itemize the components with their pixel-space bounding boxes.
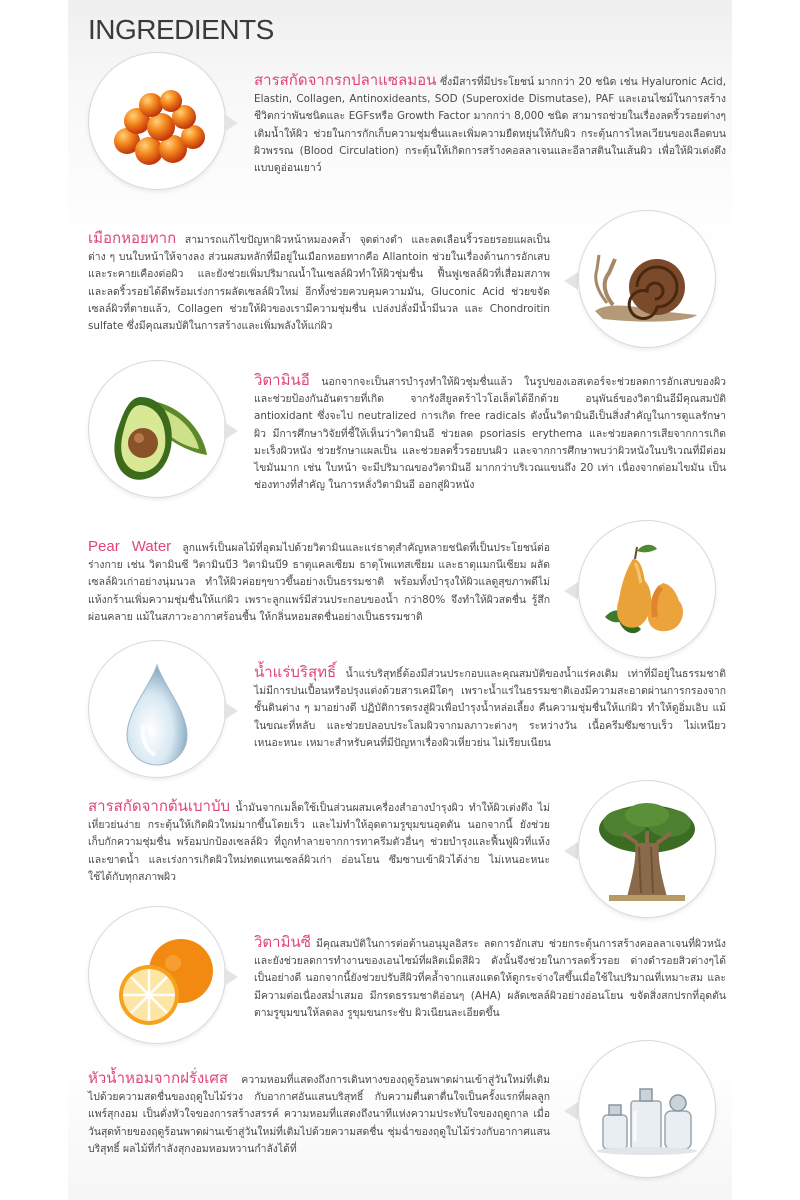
- ingredient-body: สามารถแก้ไขปัญหาผิวหน้าหมองคล้ำ จุดด่างดำ และลดเลือนริ้วรอยรอยแผลเป็นต่าง ๆ บนใบหน้าให้จางลง ส่วนผสมหลักที่มีอยู่ในเมือกหอยทากคือ Allantoin ช่วยในเรื่องต้านการอักเสบและระคายเคืองต่อผิว และยังช่วยเพิ่มปริมาณน้ำในเซลล์ผิวทำให้ผิวชุ่มชื่น ฟื้นฟูเซลล์ผิวที่เสื่อมสภาพ และลดริ้วรอยได้ดีพร้อมเร่งการผลัดเซลล์ผิวใหม่ อีกทั้งช่วยควบคุมความมัน, Gluconic Acid ช่วยขจัดเซลล์ผิวที่ตายแล้ว, Collagen ช่วยให้ผิวของเรามีความชุ่มชื่น เปล่งปลั่งมีน้ำมีนวล และ Chondroitin sulfate ซึ่งมีคุณสมบัติในการสร้างและเพิ่มพลังให้แก่ผิว: [88, 234, 550, 333]
- ingredient-body: ลูกแพร์เป็นผลไม้ที่อุดมไปด้วยวิตามินและแร่ธาตุสำคัญหลายชนิดที่เป็นประโยชน์ต่อร่างกาย เช่น วิตามินซี วิตามินบี3 วิตามินบี9 ธาตุแคลเซียม ธาตุโพแทสเซียม และธาตุแมกนีเซียม ผลัดเซลล์ผิวเก่าอย่างนุ่มนวล ทำให้ผิวค่อยๆขาวขึ้นอย่างเป็นธรรมชาติ พร้อมทั้งบำรุงให้ผิวแลดูสุขภาพดีไม่แห้งกร้านเพิ่มความชุ่มชื่นให้แก่ผิว เพราะลูกแพร์มีส่วนประกอบของน้ำ กว่า80% จึงทำให้ผิวสดชื่น รู้สึกผ่อนคลาย แม้ในสภาวะอากาศร้อนชื้น ให้กลิ่นหอมสดชื่นอย่างเป็นธรรมชาติ: [88, 542, 550, 623]
- callout-pointer: [224, 114, 238, 132]
- ingredient-image: [88, 360, 226, 498]
- ingredient-heading: หัวน้ำหอมจากฝรั่งเศส: [88, 1070, 229, 1087]
- ingredient-heading: เมือกหอยทาก: [88, 230, 177, 247]
- callout-pointer: [224, 702, 238, 720]
- salmon-roe-icon: [89, 53, 225, 189]
- ingredient-description: [254, 72, 726, 177]
- ingredient-body: น้ำมันจากเมล็ดใช้เป็นส่วนผสมเครื่องสำอางบำรุงผิว ทำให้ผิวเต่งตึง ไม่เหี่ยวย่นง่าย กระตุ้นให้เกิดผิวใหม่มากขึ้นโดยเร็ว และไม่ทำให้อุดตามรูขุมขนอุดตัน นอกจากนี้ ยังช่วยเก็บกักความชุ่มชื่น พร้อมปกป้องเซลล์ผิว ที่ถูกทำลายจากการทาครีมตัวอื่นๆ ช่วยบำรุงและฟื้นฟูผิวที่แห้งและขาดน้ำ และเร่งการเกิดผิวใหม่ทดแทนเซลล์ผิวเก่า อ่อนโยน ซึมซาบเข้าผิวได้ง่าย ไม่เหนอะหนะ ใช้ได้กับทุกสภาพผิว: [88, 802, 550, 883]
- ingredient-image: [578, 1040, 716, 1178]
- ingredient-baobab-extract: [68, 780, 732, 920]
- callout-pointer: [564, 272, 578, 290]
- ingredient-heading: วิตามินซี: [254, 934, 311, 951]
- snail-icon: [579, 211, 715, 347]
- ingredient-body: มีคุณสมบัติในการต่อต้านอนุมูลอิสระ ลดการอักเสบ ช่วยกระตุ้นการสร้างคอลลาเจนที่ผิวหนัง และยังช่วยลดการทำงานของเอนไซม์ที่ผลิตเม็ดสีผิว ดังนั้นจึงช่วยในการลดริ้วรอย ด่างดำรอยสิวต่างๆได้เป็นอย่างดี นอกจากนี้ยังช่วยปรับสีผิวที่คล้ำจากแสงแดดให้ดูกระจ่างใสขึ้นเมื่อใช้ในปริมาณที่เหมาะสม และมีความต่อเนื่องสม่ำเสมอ มีกรดธรรมชาติอ่อนๆ (AHA) ผลัดเซลล์ผิวอย่างอ่อนโยน ขจัดสิ่งสกปรกที่อุดตันตามรูขุมขนให้ลดลง รูขุมขนกระชับ ผิวเนียนละเอียดขึ้น: [254, 938, 726, 1019]
- ingredient-image: [88, 640, 226, 778]
- callout-pointer: [224, 968, 238, 986]
- ingredient-heading: Pear Water: [88, 538, 172, 555]
- ingredient-image: [578, 780, 716, 918]
- perfume-bottles-icon: [579, 1041, 715, 1177]
- ingredient-mineral-water: [68, 640, 732, 780]
- ingredient-heading: น้ำแร่บริสุทธิ์: [254, 664, 337, 681]
- ingredients-page: [68, 0, 732, 1200]
- orange-icon: [89, 907, 225, 1043]
- baobab-tree-icon: [579, 781, 715, 917]
- callout-pointer: [564, 1102, 578, 1120]
- ingredient-description: [88, 230, 550, 335]
- ingredient-description: [254, 372, 726, 494]
- ingredient-heading: สารสกัดจากต้นเบาบับ: [88, 798, 231, 815]
- ingredient-description: [254, 664, 726, 752]
- avocado-icon: [89, 361, 225, 497]
- ingredient-vitamin-e: [68, 360, 732, 500]
- ingredient-heading: สารสกัดจากรกปลาแซลมอน: [254, 72, 437, 89]
- ingredient-body: นอกจากจะเป็นสารบำรุงทำให้ผิวชุ่มชื่นแล้ว ในรูปของเอสเตอร์จะช่วยลดการอักเสบของผิวและช่วยป้องกันอันตรายที่เกิด จากรังสียูลตร้าไวโอเล็ตได้อีกด้วย อนุพันธ์ของวิตามินอีมีคุณสมบัติ antioxidant ซึ่งจะไป neutralized การเกิด free radicals ดังนั้นวิตามินอีเป็นสิ่งสำคัญในการดูแลรักษาผิว มีการศึกษาวิจัยที่ชี้ให้เห็นว่าวิตามินอี ช่วยลด psoriasis erythema และช่วยลดการเสียจากการเกิดมะเร็งผิวหนัง ช่วยรักษาแผลเป็น และช่วยลดริ้วรอยบนผิว และจากการศึกษาพบว่าผิวหนังในบริเวณที่มีต่อมไขมันมาก เช่น ใบหน้า จะมีปริมาณของวิตามินอี มากกว่าบริเวณแขนถึง 20 เท่า เนื่องจากต่อมไขมัน เป็นช่องทางที่สำคัญ ในการหลั่งวิตามินอี ออกสู่ผิวหนัง: [254, 376, 726, 492]
- ingredient-french-fragrance: [68, 1040, 732, 1180]
- ingredient-image: [88, 52, 226, 190]
- water-drop-icon: [89, 641, 225, 777]
- ingredient-image: [88, 906, 226, 1044]
- ingredient-heading: วิตามินอี: [254, 372, 310, 389]
- ingredient-pear-water: [68, 520, 732, 660]
- ingredient-image: [578, 210, 716, 348]
- ingredient-body: ซึ่งมีสารที่มีประโยชน์ มากกว่า 20 ชนิด เช่น Hyaluronic Acid, Elastin, Collagen, Antinoxideants, SOD (Superoxide Dismutase), PAF และเอนไซม์ในการสร้างชีวิตกว่าพันชนิดและ EGFsหรือ Growth Factor มากกว่า 8,000 ชนิด สามารถช่วยในเรื่องลดริ้วรอยต่างๆ เติมน้ำให้ผิว ช่วยในการกักเก็บความชุ่มชื่นและเพิ่มความยืดหยุ่นให้กับผิว กระตุ้นการไหลเวียนของเลือดบนผิวพรรณ (Blood Circulation) กระตุ้นให้เกิดการสร้างคอลลาเจนและอีลาสตินในเส้นผิว เพื่อให้ผิวเต่งตึงแบบดูอ่อนเยาว์: [254, 76, 726, 175]
- callout-pointer: [224, 422, 238, 440]
- ingredient-description: [88, 798, 550, 886]
- ingredient-image: [578, 520, 716, 658]
- ingredient-description: [88, 538, 550, 626]
- ingredient-body: ความหอมที่แสดงถึงการเดินทางของฤดูร้อนพาดผ่านเข้าสู่วันใหม่ที่เติมไปด้วยความสดชื่นของฤดูใบไม้ร่วง กับอากาศอันแสนบริสุทธิ์ กับความตื่นตาตื่นใจเป็นครั้งแรกที่ผลลูกแพร์สุกงอม เป็นดั่งหัวใจของการสร้างสรรค์ ความหอมที่แสดงถึงนาทีแห่งความประทับใจของฤดูกาล เมื่อวันสุดท้ายของฤดูร้อนพาดผ่านเข้าสู่วันใหม่ที่เติมไปด้วยความสดชื่น ชุ่มฉ่ำของฤดูใบไม้ร่วงกับอากาศแสนบริสุทธิ์ ผลไม้ที่กำลังสุกงอมหอมหวานกำลังได้ที่: [88, 1074, 550, 1155]
- callout-pointer: [564, 842, 578, 860]
- ingredient-vitamin-c: [68, 906, 732, 1046]
- ingredient-body: น้ำแร่บริสุทธิ์ต้องมีส่วนประกอบและคุณสมบัติของน้ำแร่คงเดิม เท่าที่มีอยู่ในธรรมชาติ ไม่มีการปนเปื้อนหรือปรุงแต่งด้วยสารเคมีใดๆ เพราะน้ำแร่ในธรรมชาติเองมีความสะอาดผ่านการกรองจากชั้นดินต่าง ๆ มาอย่างดี ปฏิบัติการตรงสู่ผิวเพื่อบำรุงน้ำหล่อเลี้ยง คืนความชุ่มชื่นให้แก่ผิว ทำให้ดูอิ่มเอิบ แม้ในขณะที่หลับ และช่วยปลอบประโลมผิวจากมลภาวะต่างๆ ระหว่างวัน เนื้อครีมซึมซาบเร็ว ไม่เหนียวเหนอะหนะ เหมาะสำหรับคนที่มีปัญหาเรื่องผิวเหี่ยวย่น ไม่เรียบเนียน: [254, 668, 726, 749]
- page-title: INGREDIENTS: [88, 14, 274, 45]
- ingredient-salmon-placenta: [68, 52, 732, 192]
- callout-pointer: [564, 582, 578, 600]
- ingredient-snail-mucin: [68, 210, 732, 350]
- pear-icon: [579, 521, 715, 657]
- ingredient-description: [88, 1070, 550, 1158]
- ingredient-description: [254, 934, 726, 1022]
